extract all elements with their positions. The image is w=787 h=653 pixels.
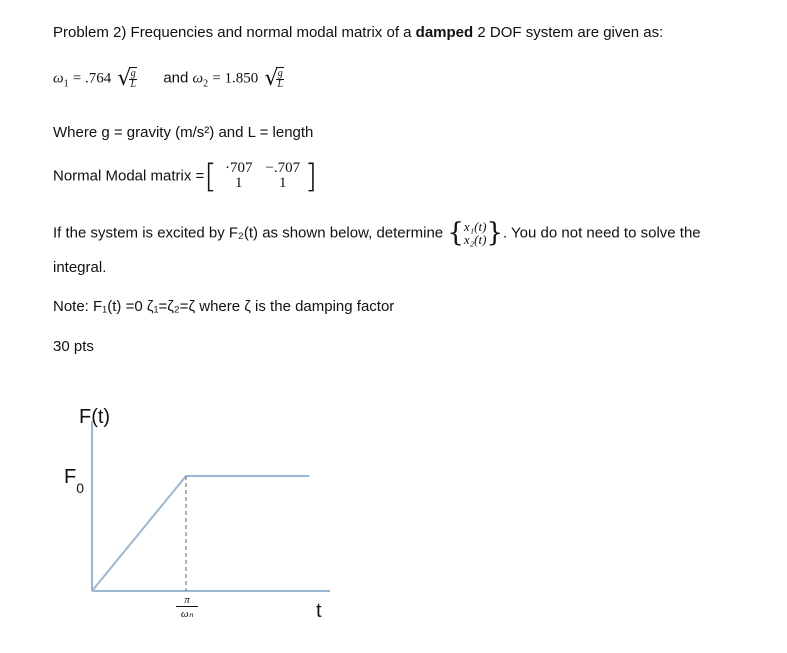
omega2-sqrt: √ $\frac{g}{L}$ (264, 66, 284, 91)
omega2-sub: 2 (203, 78, 209, 90)
excited-line: If the system is excited by F₂(t) as shown below, determine { x₁(t) x₂(t) }. You do not need to solve the (53, 218, 701, 248)
m11: ·707 (225, 160, 253, 176)
frac-den-2: L (277, 79, 284, 90)
modal-label: Normal Modal matrix = (53, 167, 205, 185)
ramp-line (92, 476, 186, 591)
points: 30 pts (53, 338, 94, 355)
tick-num: π (176, 594, 198, 607)
heading-prefix: Problem 2) Frequencies and normal modal matrix of a (53, 24, 416, 41)
modal-matrix: [ ·707 −.707 1 1 ] (204, 157, 318, 195)
tick-label (176, 594, 198, 620)
omega2-value: = 1.850 (212, 70, 259, 87)
x2: x₂(t) (463, 232, 487, 247)
where-line: Where g = gravity (m/s²) and L = length (53, 124, 314, 141)
m21: 1 (235, 175, 243, 191)
excited-prefix: If the system is excited by F₂(t) as shown below, determine (53, 224, 444, 242)
frac-den: L (130, 79, 136, 90)
frac-num: g (130, 68, 136, 79)
omega2-symbol: ω (192, 70, 204, 87)
excited-suffix: . You do not need to solve the (502, 224, 701, 242)
note-line: Note: F₁(t) =0 ζ₁=ζ₂=ζ where ζ is the damping factor (53, 298, 395, 315)
f0-sub: 0 (76, 480, 85, 496)
omega1-sub: 1 (63, 78, 69, 90)
tick-den: ωₙ (180, 608, 194, 620)
omega1-value: = .764 (72, 70, 112, 87)
m12: −.707 (265, 160, 301, 176)
graph-ylabel: F(t) (79, 406, 111, 428)
and-word: and (163, 69, 189, 87)
frac-num-2: g (277, 68, 283, 79)
graph-xlabel: t (316, 600, 322, 622)
m22: 1 (279, 175, 287, 191)
x1: x₁(t) (463, 219, 487, 234)
heading-bold: damped (415, 24, 474, 41)
heading-suffix: 2 DOF system are given as: (473, 24, 664, 41)
omega1-symbol: ω (53, 70, 64, 87)
f0-letter: F (64, 466, 77, 488)
omega1-sqrt: √ $\frac{g}{L}$ (117, 66, 136, 91)
excited-cont: integral. (53, 259, 107, 276)
